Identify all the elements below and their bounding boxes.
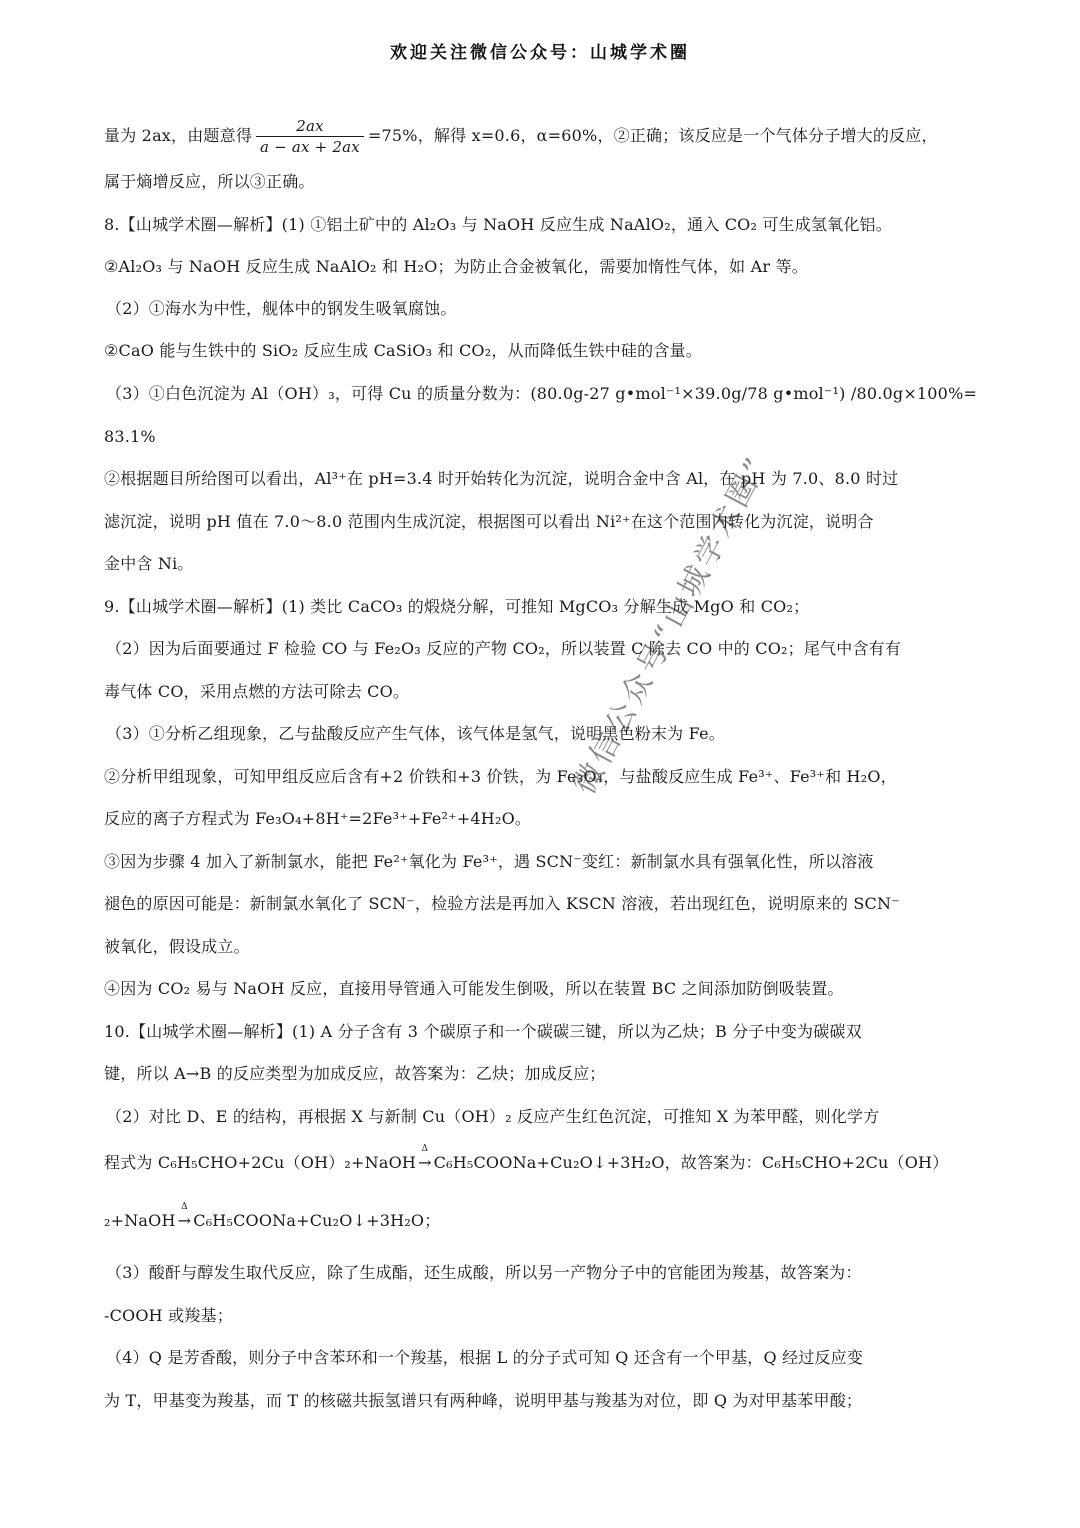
text-line-18: ③因为步骤 4 加入了新制氯水，能把 Fe²⁺氧化为 Fe³⁺，遇 SCN⁻变红：新制氯水具有强氧化性，所以溶液 <box>104 852 874 871</box>
text-line-25 <box>104 1146 984 1176</box>
text-line-6: ②CaO 能与生铁中的 SiO₂ 反应生成 CaSiO₃ 和 CO₂，从而降低生铁中硅的含量。 <box>104 341 702 360</box>
reaction-arrow: → <box>418 1153 432 1172</box>
text-line-23: 键，所以 A→B 的反应类型为加成反应，故答案为：乙炔；加成反应； <box>104 1064 606 1083</box>
line-25-suffix: C₆H₅COONa+Cu₂O↓+3H₂O，故答案为：C₆H₅CHO+2Cu（OH） <box>433 1153 949 1172</box>
line-1-suffix: =75%，解得 x=0.6，α=60%，②正确；该反应是一个气体分子增大的反应， <box>367 126 938 145</box>
line-26-suffix: C₆H₅COONa+Cu₂O↓+3H₂O； <box>193 1211 441 1230</box>
line-26-prefix: ₂+NaOH <box>104 1211 176 1230</box>
text-line-1 <box>104 116 984 157</box>
watermark: 微信公众号“山城学术圈” <box>567 449 776 801</box>
heat-mark-2: Δ <box>181 1202 188 1212</box>
text-line-26 <box>104 1204 984 1234</box>
text-line-7: （3）①白色沉淀为 Al（OH）₃，可得 Cu 的质量分数为：(80.0g-27 g•mol⁻¹×39.0g/78 g•mol⁻¹) /80.0g×100%= <box>106 384 978 403</box>
fraction <box>256 116 364 157</box>
text-line-19: 褪色的原因可能是：新制氯水氧化了 SCN⁻，检验方法是再加入 KSCN 溶液，若出现红色，说明原来的 SCN⁻ <box>104 894 900 913</box>
text-line-8: 83.1% <box>104 427 156 446</box>
reaction-arrow-2: → <box>177 1211 192 1230</box>
text-line-2: 属于熵增反应，所以③正确。 <box>104 172 315 191</box>
page-header: 欢迎关注微信公众号：山城学术圈 <box>390 43 690 63</box>
text-line-28: -COOH 或羧基； <box>104 1306 233 1325</box>
text-line-5: （2）①海水为中性，舰体中的钢发生吸氧腐蚀。 <box>106 299 457 318</box>
text-line-20: 被氧化，假设成立。 <box>104 937 250 956</box>
text-line-24: （2）对比 D、E 的结构，再根据 X 与新制 Cu（OH）₂ 反应产生红色沉淀，可推知 X 为苯甲醛，则化学方 <box>106 1107 880 1126</box>
text-line-22: 10.【山城学术圈—解析】(1) A 分子含有 3 个碳原子和一个碳碳三键，所以为乙炔；B 分子中变为碳碳双 <box>104 1022 862 1041</box>
text-line-29: （4）Q 是芳香酸，则分子中含苯环和一个羧基，根据 L 的分子式可知 Q 还含有一个甲基，Q 经过反应变 <box>106 1348 864 1367</box>
text-line-11: 金中含 Ni。 <box>104 554 194 573</box>
heating-arrow-2 <box>176 1204 194 1232</box>
text-line-9: ②根据题目所给图可以看出，Al³⁺在 pH=3.4 时开始转化为沉淀，说明合金中含 Al，在 pH 为 7.0、8.0 时过 <box>104 469 899 488</box>
fraction-denominator: a − ax + 2ax <box>260 138 360 156</box>
fraction-numerator: 2ax <box>256 116 364 137</box>
text-line-17: 反应的离子方程式为 Fe₃O₄+8H⁺=2Fe³⁺+Fe²⁺+4H₂O。 <box>104 809 532 828</box>
line-1-prefix: 量为 2ax，由题意得 <box>104 126 253 145</box>
text-line-27: （3）酸酐与醇发生取代反应，除了生成酯，还生成酸，所以另一产物分子中的官能团为羧基，故答案为： <box>106 1263 862 1282</box>
text-line-4: ②Al₂O₃ 与 NaOH 反应生成 NaAlO₂ 和 H₂O；为防止合金被氧化，需要加惰性气体，如 Ar 等。 <box>104 257 808 276</box>
text-line-10: 滤沉淀，说明 pH 值在 7.0～8.0 范围内生成沉淀，根据图可以看出 Ni²⁺在这个范围内转化为沉淀，说明合 <box>104 512 874 531</box>
heating-arrow <box>416 1146 434 1174</box>
text-line-30: 为 T，甲基变为羧基，而 T 的核磁共振氢谱只有两种峰，说明甲基与羧基为对位，即 Q 为对甲基苯甲酸； <box>104 1391 863 1410</box>
text-line-14: 毒气体 CO，采用点燃的方法可除去 CO。 <box>104 682 410 701</box>
text-line-15: （3）①分析乙组现象，乙与盐酸反应产生气体，该气体是氢气，说明黑色粉末为 Fe。 <box>106 724 725 743</box>
heat-mark: Δ <box>421 1144 429 1154</box>
text-line-13: （2）因为后面要通过 F 检验 CO 与 Fe₂O₃ 反应的产物 CO₂，所以装置 C 除去 CO 中的 CO₂；尾气中含有有 <box>106 639 902 658</box>
text-line-12: 9.【山城学术圈—解析】(1) 类比 CaCO₃ 的煅烧分解，可推知 MgCO₃ 分解生成 MgO 和 CO₂； <box>104 597 810 616</box>
line-25-prefix: 程式为 C₆H₅CHO+2Cu（OH）₂+NaOH <box>104 1153 417 1172</box>
text-line-16: ②分析甲组现象，可知甲组反应后含有+2 价铁和+3 价铁，为 Fe₃O₄，与盐酸反应生成 Fe³⁺、Fe³⁺和 H₂O， <box>104 767 897 786</box>
text-line-21: ④因为 CO₂ 易与 NaOH 反应，直接用导管通入可能发生倒吸，所以在装置 BC 之间添加防倒吸装置。 <box>104 979 844 998</box>
text-line-3: 8.【山城学术圈—解析】(1) ①铝土矿中的 Al₂O₃ 与 NaOH 反应生成 NaAlO₂，通入 CO₂ 可生成氢氧化铝。 <box>104 215 892 234</box>
